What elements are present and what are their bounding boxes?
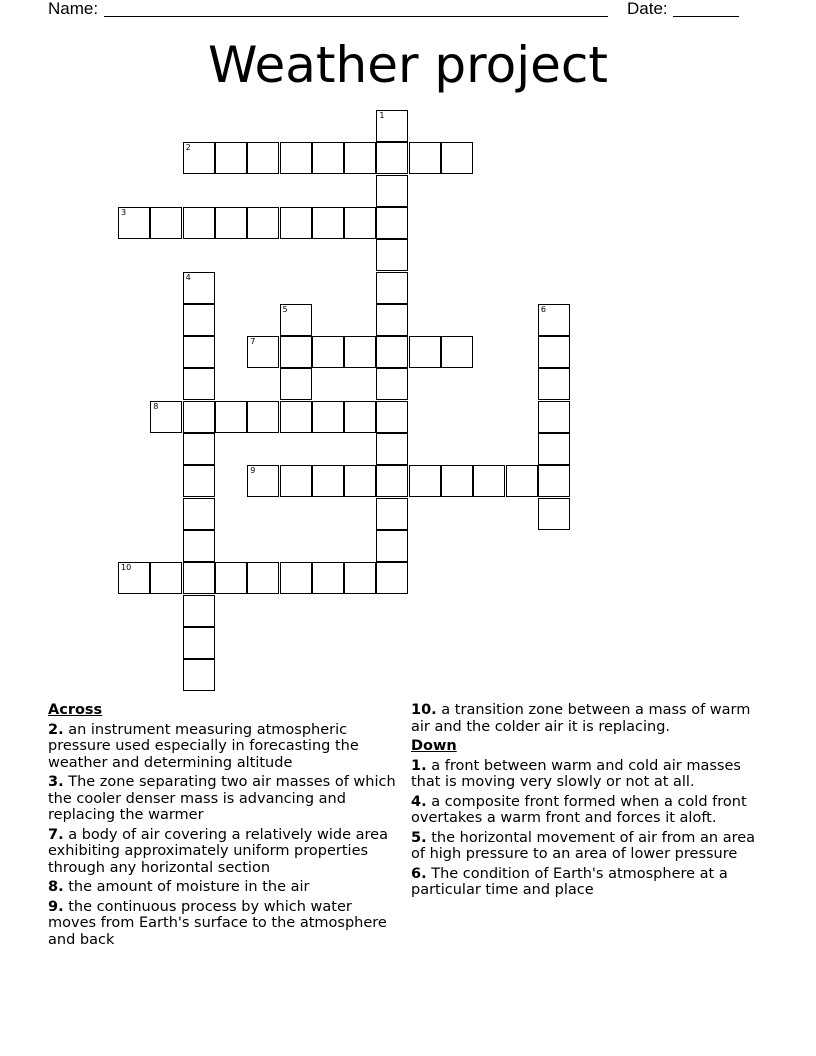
grid-cell[interactable] (376, 498, 408, 530)
grid-cell[interactable] (280, 304, 312, 336)
grid-cell[interactable] (376, 465, 408, 497)
clues-right-column (411, 702, 767, 902)
clue-number: 5. (411, 829, 427, 846)
grid-cell[interactable] (344, 465, 376, 497)
grid-cell[interactable] (473, 465, 505, 497)
clue-number: 7. (48, 826, 64, 843)
clue-down-5 (411, 830, 767, 863)
grid-cell[interactable] (183, 498, 215, 530)
clue-across-7 (48, 827, 400, 877)
grid-cell[interactable] (344, 207, 376, 239)
grid-cell[interactable] (538, 498, 570, 530)
clue-number: 8. (48, 879, 64, 895)
clue-text: the amount of moisture in the air (68, 879, 310, 895)
grid-cell[interactable] (376, 401, 408, 433)
grid-cell[interactable] (280, 142, 312, 174)
clue-text: an instrument measuring atmospheric pressure used especially in forecasting the weather and determining altitude (48, 721, 359, 771)
clue-text: the continuous process by which water moves from Earth's surface to the atmosphere and back (48, 898, 387, 948)
cell-number: 8 (153, 401, 159, 411)
grid-cell[interactable] (280, 562, 312, 594)
clue-number: 10. (411, 702, 437, 718)
grid-cell[interactable] (215, 142, 247, 174)
grid-cell[interactable] (118, 562, 150, 594)
grid-cell[interactable] (441, 336, 473, 368)
grid-cell[interactable] (376, 110, 408, 142)
grid-cell[interactable] (247, 207, 279, 239)
cell-number: 5 (282, 304, 288, 314)
clue-number: 3. (48, 774, 64, 790)
grid-cell[interactable] (376, 207, 408, 239)
grid-cell[interactable] (344, 336, 376, 368)
clue-text: the horizontal movement of air from an area of high pressure to an area of lower pressure (411, 829, 756, 862)
grid-cell[interactable] (150, 207, 182, 239)
grid-cell[interactable] (538, 433, 570, 465)
grid-cell[interactable] (183, 465, 215, 497)
cell-number: 10 (121, 563, 132, 573)
grid-cell[interactable] (312, 142, 344, 174)
cell-number: 4 (185, 272, 191, 282)
grid-cell[interactable] (409, 465, 441, 497)
grid-cell[interactable] (183, 627, 215, 659)
grid-cell[interactable] (183, 659, 215, 691)
clue-number: 1. (411, 757, 427, 774)
grid-cell[interactable] (538, 304, 570, 336)
clue-text: a front between warm and cold air masses that is moving very slowly or not at all. (411, 757, 741, 790)
grid-cell[interactable] (215, 207, 247, 239)
grid-cell[interactable] (247, 336, 279, 368)
grid-cell[interactable] (376, 433, 408, 465)
grid-cell[interactable] (183, 530, 215, 562)
date-label: Date: (627, 0, 668, 18)
clue-number: 9. (48, 898, 64, 915)
grid-cell[interactable] (538, 465, 570, 497)
grid-cell[interactable] (538, 368, 570, 400)
grid-cell[interactable] (280, 368, 312, 400)
grid-cell[interactable] (183, 562, 215, 594)
grid-cell[interactable] (312, 562, 344, 594)
grid-cell[interactable] (247, 401, 279, 433)
grid-cell[interactable] (312, 336, 344, 368)
grid-cell[interactable] (344, 142, 376, 174)
grid-cell[interactable] (312, 401, 344, 433)
grid-cell[interactable] (409, 336, 441, 368)
clue-number: 2. (48, 721, 64, 738)
cell-number: 2 (185, 143, 191, 153)
clue-text: The zone separating two air masses of which the cooler denser mass is advancing and replacing the warmer (48, 774, 396, 823)
grid-cell[interactable] (150, 562, 182, 594)
clues-left-column (48, 702, 400, 951)
grid-cell[interactable] (344, 562, 376, 594)
grid-cell[interactable] (215, 401, 247, 433)
grid-cell[interactable] (280, 207, 312, 239)
grid-cell[interactable] (441, 465, 473, 497)
grid-cell[interactable] (376, 142, 408, 174)
grid-cell[interactable] (538, 401, 570, 433)
clue-text: a composite front formed when a cold front overtakes a warm front and forces it aloft. (411, 793, 747, 826)
grid-cell[interactable] (183, 142, 215, 174)
grid-cell[interactable] (183, 433, 215, 465)
grid-cell[interactable] (247, 465, 279, 497)
grid-cell[interactable] (376, 239, 408, 271)
clue-across-9 (48, 899, 400, 949)
grid-cell[interactable] (183, 595, 215, 627)
grid-cell[interactable] (376, 530, 408, 562)
grid-cell[interactable] (183, 207, 215, 239)
grid-cell[interactable] (215, 562, 247, 594)
clue-number: 4. (411, 793, 427, 810)
grid-cell[interactable] (280, 401, 312, 433)
clue-across-2 (48, 722, 400, 772)
clue-across-3 (48, 774, 400, 824)
grid-cell[interactable] (376, 562, 408, 594)
grid-cell[interactable] (280, 336, 312, 368)
grid-cell[interactable] (441, 142, 473, 174)
clue-down-6 (411, 866, 767, 899)
grid-cell[interactable] (247, 562, 279, 594)
grid-cell[interactable] (312, 207, 344, 239)
grid-cell[interactable] (409, 142, 441, 174)
grid-cell[interactable] (376, 175, 408, 207)
grid-cell[interactable] (376, 272, 408, 304)
clue-number: 6. (411, 865, 427, 882)
grid-cell[interactable] (538, 336, 570, 368)
clue-text: a body of air covering a relatively wide area exhibiting approximately uniform properties through any horizontal section (48, 826, 388, 876)
grid-cell[interactable] (506, 465, 538, 497)
cell-number: 6 (540, 304, 546, 314)
grid-cell[interactable] (183, 272, 215, 304)
cell-number: 9 (250, 466, 256, 476)
clue-down-4 (411, 794, 767, 827)
down-heading: Down (411, 738, 457, 754)
grid-cell[interactable] (376, 304, 408, 336)
grid-cell[interactable] (280, 465, 312, 497)
grid-cell[interactable] (344, 401, 376, 433)
clue-across-8 (48, 879, 400, 896)
cell-number: 7 (250, 337, 256, 347)
grid-cell[interactable] (183, 401, 215, 433)
cell-number: 3 (121, 207, 127, 217)
grid-cell[interactable] (376, 368, 408, 400)
name-label: Name: (48, 0, 99, 18)
grid-cell[interactable] (183, 368, 215, 400)
clue-down-1 (411, 758, 767, 791)
grid-cell[interactable] (312, 465, 344, 497)
grid-cell[interactable] (118, 207, 150, 239)
page-title: Weather project (208, 36, 608, 94)
clue-text: The condition of Earth's atmosphere at a particular time and place (411, 865, 728, 898)
grid-cell[interactable] (376, 336, 408, 368)
grid-cell[interactable] (183, 304, 215, 336)
grid-cell[interactable] (183, 336, 215, 368)
grid-cell[interactable] (150, 401, 182, 433)
clue-across-10 (411, 702, 767, 735)
cell-number: 1 (379, 111, 385, 120)
grid-cell[interactable] (247, 142, 279, 174)
clue-text: a transition zone between a mass of warm air and the colder air it is replacing. (411, 702, 751, 735)
across-heading: Across (48, 702, 103, 718)
